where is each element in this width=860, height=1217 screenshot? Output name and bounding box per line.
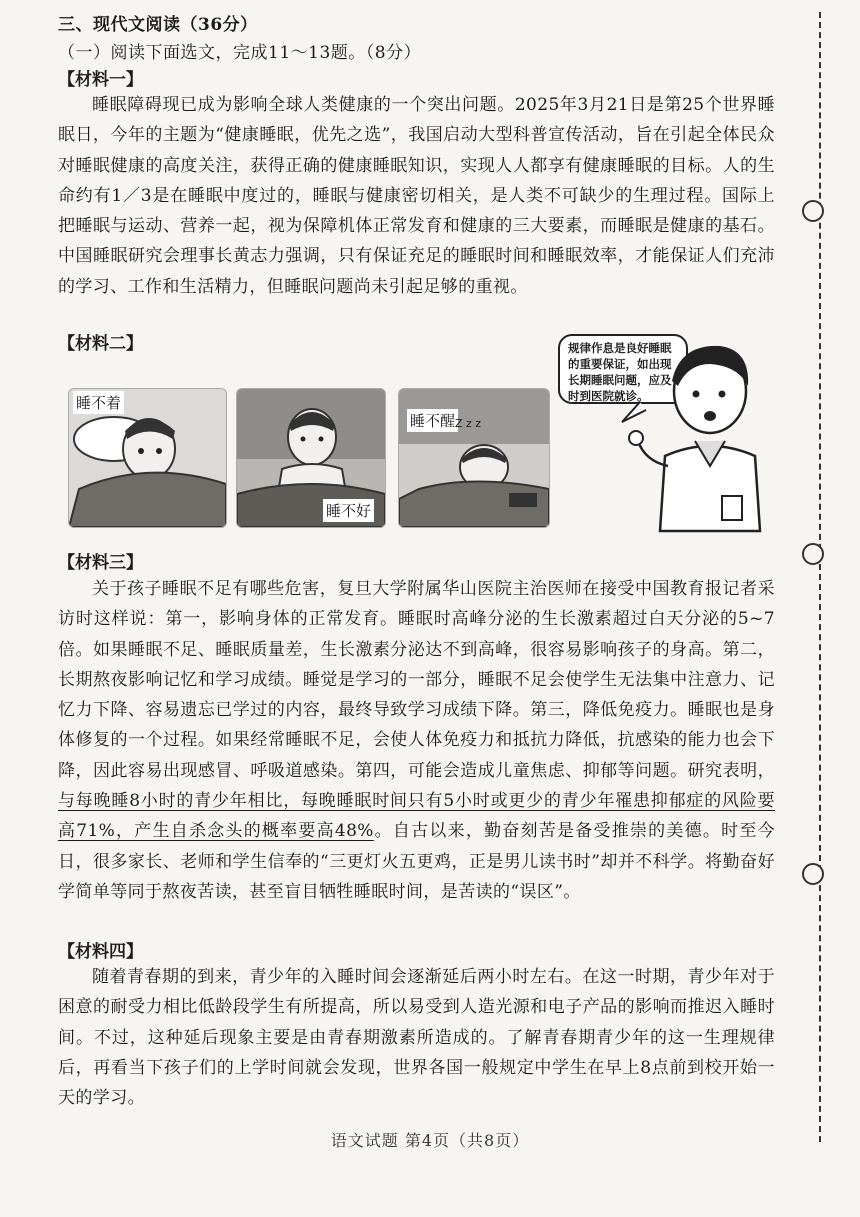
doctor-illustration bbox=[610, 336, 770, 536]
material3-underlined-text: 与每晚睡8小时的青少年相比，每晚睡眠时间只有5小时或更少的青少年罹患抑郁症的风险要高71%，产生自杀念头的概率要高48% bbox=[58, 791, 775, 842]
material4-text: 随着青春期的到来，青少年的入睡时间会逐渐延后两小时左右。在这一时期，青少年对于困意的耐受力相比低龄段学生有所提高，所以易受到人造光源和电子产品的影响而推迟入睡时间。不过，这种延后现象主要是由青春期激素所造成的。了解青春期青少年的这一生理规律后，再看当下孩子们的上学时间就会发现，世界各国一般规定中学生在早上8点前到校开始一天的学习。 bbox=[58, 967, 775, 1109]
comic-panel-poor-sleep bbox=[236, 388, 386, 528]
comic-panel-cant-sleep bbox=[68, 388, 227, 528]
sub-heading: （一）阅读下面选文，完成11～13题。（8分） bbox=[58, 43, 422, 63]
material3-text bbox=[58, 574, 775, 907]
comic-panel-cant-wake bbox=[398, 388, 550, 528]
material3-label: 【材料三】 bbox=[58, 553, 143, 573]
material2-label: 【材料二】 bbox=[58, 334, 143, 354]
caption-poor-sleep: 睡不好 bbox=[323, 499, 374, 522]
binding-hole-marker bbox=[802, 200, 824, 222]
material1-label: 【材料一】 bbox=[58, 70, 143, 90]
caption-cant-wake: 睡不醒 bbox=[407, 409, 458, 432]
material3-text-after: 。自古以来，勤奋刻苦是备受推崇的美德。时至今日，很多家长、老师和学生信奉的“三更灯火五更鸡，正是男儿读书时”却并不科学。将勤奋好学简单等同于熬夜苦读，甚至盲目牺牲睡眠时间，是苦读的“误区”。 bbox=[58, 821, 775, 902]
page-footer: 语文试题 第4页（共8页） bbox=[330, 1131, 530, 1150]
material1-text: 睡眠障碍现已成为影响全球人类健康的一个突出问题。2025年3月21日是第25个世界睡眠日，今年的主题为“健康睡眠，优先之选”，我国启动大型科普宣传活动，旨在引起全体民众对睡眠健康的高度关注，获得正确的健康睡眠知识，实现人人都享有健康睡眠的目标。人的生命约有1／3是在睡眠中度过的，睡眠与健康密切相关，是人类不可缺少的生理过程。国际上把睡眠与运动、营养一起，视为保障机体正常发育和健康的三大要素，而睡眠是健康的基石。中国睡眠研究会理事长黄志力强调，只有保证充足的睡眠时间和睡眠效率，才能保证人们充沛的学习、工作和生活精力，但睡眠问题尚未引起足够的重视。 bbox=[58, 95, 775, 297]
section-heading: 三、现代文阅读（36分） bbox=[58, 15, 258, 35]
binding-hole-marker bbox=[802, 863, 824, 885]
material3-text-before: 关于孩子睡眠不足有哪些危害，复旦大学附属华山医院主治医师在接受中国教育报记者采访时这样说：第一，影响身体的正常发育。睡眠时高峰分泌的生长激素超过白天分泌的5~7倍。如果睡眠不足、睡眠质量差，生长激素分泌达不到高峰，很容易影响孩子的身高。第二，长期熬夜影响记忆和学习成绩。睡觉是学习的一部分，睡眠不足会使学生无法集中注意力、记忆力下降、容易遗忘已学过的内容，最终导致学习成绩下降。第三，降低免疫力。睡眠也是身体修复的一个过程。如果经常睡眠不足，会使人体免疫力和抵抗力降低，抗感染的能力也会下降，因此容易出现感冒、呼吸道感染。第四，可能会造成儿童焦虑、抑郁等问题。研究表明， bbox=[58, 579, 775, 781]
material4-label: 【材料四】 bbox=[58, 942, 143, 962]
binding-hole-marker bbox=[802, 543, 824, 565]
doctor-speech-bubble: 规律作息是良好睡眠的重要保证，如出现长期睡眠问题，应及时到医院就诊。 bbox=[558, 334, 688, 404]
caption-cant-sleep: 睡不着 bbox=[73, 391, 124, 414]
snore-text: Z z z bbox=[455, 417, 482, 430]
binding-dashed-line bbox=[819, 12, 821, 1142]
